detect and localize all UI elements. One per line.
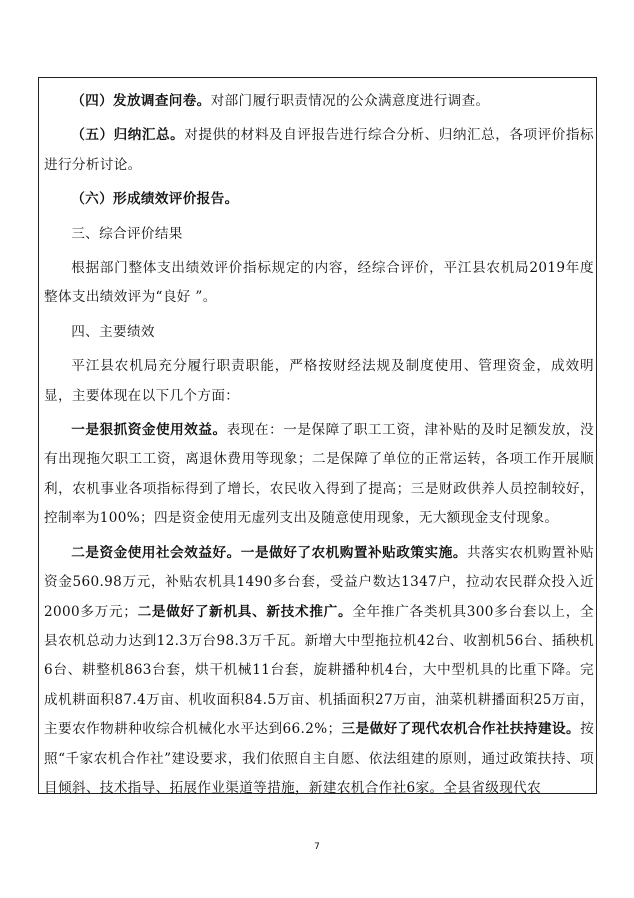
paragraph-survey	[44, 87, 594, 116]
text-subsidy: 共落实农机购置补贴资金560.98万元，补贴农机具1490多台套，受益户数达1347户，拉动农民群众投入近2000多万元；	[44, 544, 594, 620]
paragraph-social-benefit	[44, 539, 594, 804]
text-summary: 对提供的材料及自评报告进行综合分析、归纳汇总，各项评价指标进行分析讨论。	[44, 127, 594, 173]
document-body	[44, 87, 594, 803]
paragraph-report	[44, 185, 594, 214]
paragraph-fund-efficiency	[44, 416, 594, 534]
section-heading-performance: 四、主要绩效	[71, 323, 155, 340]
paragraph-performance-intro: 平江县农机局充分履行职责职能，严格按财经法规及制度使用、管理资金，成效明显，主要体现在以下几个方面：	[44, 358, 594, 404]
paragraph-summary	[44, 121, 594, 180]
page-number: 7	[314, 842, 320, 852]
text-new-machinery: 全年推广各类机具300多台套以上，全县农机总动力达到12.3万台98.3万千瓦。新增大中型拖拉机42台、收割机56台、插秧机6台、耕整机863台套，烘干机械11台套，旋耕播种机4台，大中型机具的比重下降。完成机耕面积87.4万亩、机收面积84.5万亩、机插面积27万亩，油菜机耕播面积25万亩，主要农作物耕种收综合机械化水平达到66.2%；	[44, 603, 594, 738]
text-fund-efficiency: 表现在：一是保障了职工工资，津补贴的及时足额发放，没有出现拖欠职工工资，离退休费用等现象；二是保障了单位的正常运转，各项工作开展顺利，农机事业各项指标得到了增长，农民收入得到了提高；三是财政供养人员控制较好，控制率为100%；四是资金使用无虚列支出及随意使用现象，无大额现金支付现象。	[44, 422, 594, 527]
section-heading-evaluation: 三、综合评价结果	[71, 225, 183, 242]
text-cooperatives: 按照“千家农机合作社”建设要求，我们依照自主自愿、依法组建的原则，通过政策扶持、项目倾斜、技术指导、拓展作业渠道等措施，新建农机合作社6家。全县省级现代农	[44, 721, 595, 796]
paragraph-evaluation: 根据部门整体支出绩效评价指标规定的内容，经综合评价，平江县农机局2019年度整体支出绩效评为“良好 ”。	[44, 260, 594, 306]
heading-cooperatives: 三是做好了现代农机合作社扶持建设。	[341, 721, 581, 738]
heading-fund-efficiency: 一是狠抓资金使用效益。	[71, 422, 227, 439]
heading-survey: （四）发放调查问卷。	[71, 93, 211, 109]
heading-social-benefit: 二是资金使用社会效益好。一是做好了农机购置补贴政策实施。	[71, 544, 467, 561]
heading-report: （六）形成绩效评价报告。	[71, 191, 239, 208]
heading-new-machinery: 二是做好了新机具、新技术推广。	[137, 603, 353, 620]
text-survey: 对部门履行职责情况的公众满意度进行调查。	[210, 93, 490, 109]
heading-summary: （五）归纳汇总。	[71, 127, 185, 144]
